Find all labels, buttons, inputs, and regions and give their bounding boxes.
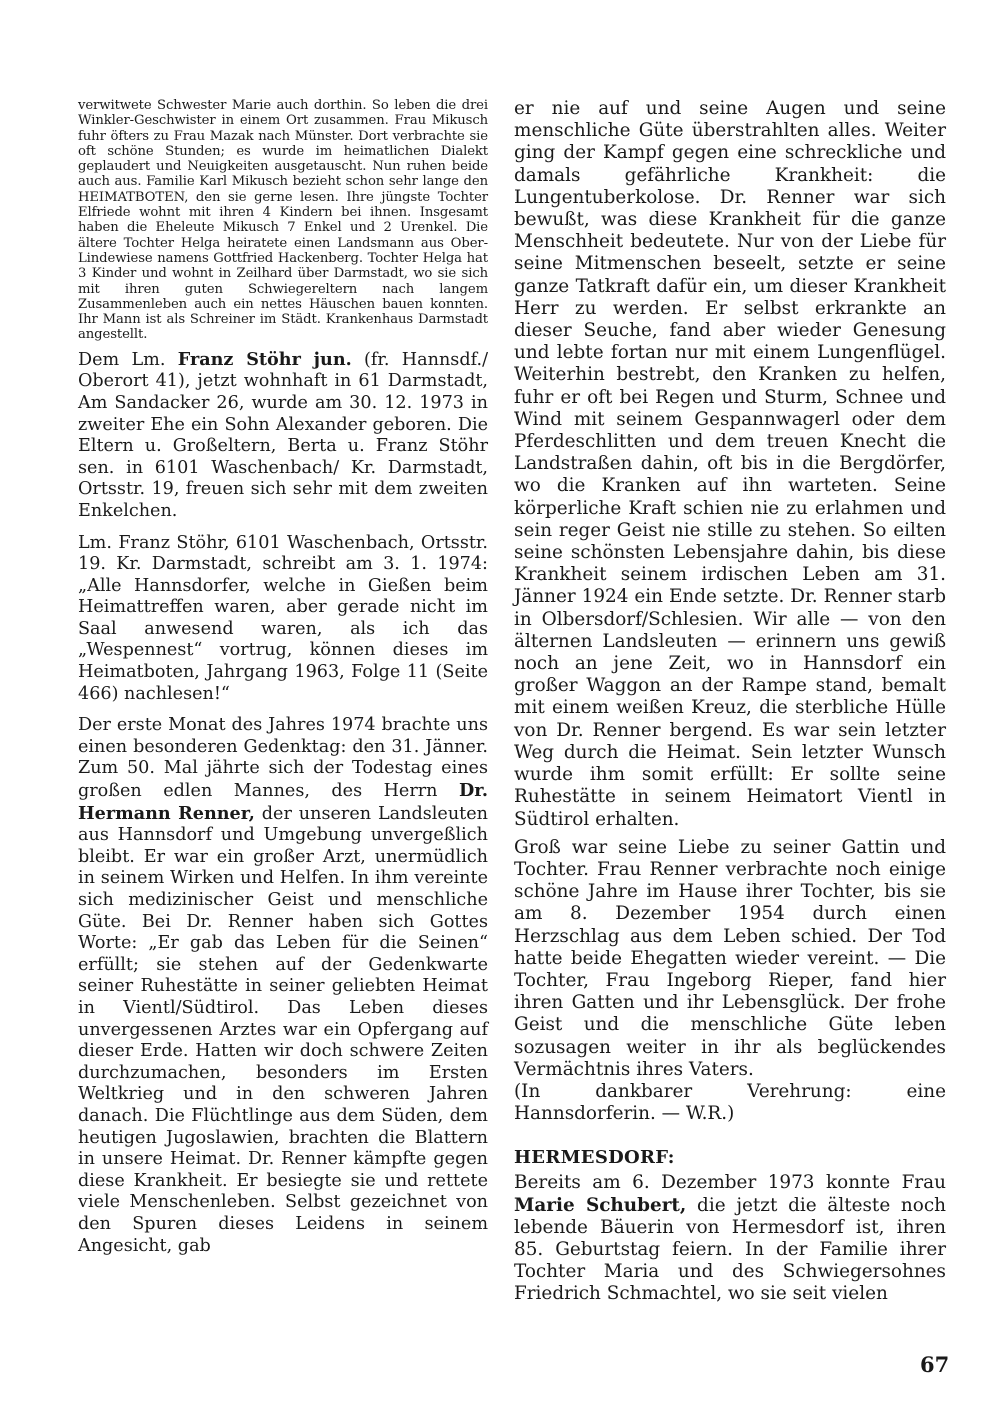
text-span: Bereits am 6. Dezember 1973 konnte Frau — [514, 1172, 946, 1194]
paragraph-schubert-birthday — [514, 1172, 946, 1305]
section-heading-hermesdorf: HERMESDORF: — [514, 1147, 675, 1169]
text-span: (fr. Hannsdf./ Oberort 41), jetzt wohnhaft in 61 Darmstadt, Am Sandacker 26, wurde am 30. 12. 1973 in zweiter Ehe ein Sohn Alexander geboren. Die Eltern u. Großeltern, Berta u. Franz Stöhr sen. in 6101 Waschenbach/ Kr. Darmstadt, Ortsstr. 19, freuen sich sehr mit dem zweiten Enkelchen. — [78, 349, 488, 521]
right-column — [514, 98, 946, 1306]
name-franz-stoehr: Franz Stöhr jun. — [177, 348, 352, 370]
left-column — [78, 98, 488, 1257]
paragraph-stoehr-letter: Lm. Franz Stöhr, 6101 Waschenbach, Ortsstr. 19. Kr. Darmstadt, schreibt am 3. 1. 1974: „Alle Hannsdorfer, welche in Gießen beim Heimattreffen waren, aber gerade nicht im Saal anwesend waren, als ich das „Wespennest“ vortrug, können dieses im Heimatboten, Jahrgang 1963, Folge 11 (Seite 466) nachlesen!“ — [78, 532, 488, 704]
paragraph-renner-continued: er nie auf und seine Augen und seine menschliche Güte überstrahlten alles. Weiter ging der Kampf gegen eine schreckliche und damals gefährliche Krankheit: die Lungentuberkolose. Dr. Renner war sich bewußt, was diese Krankheit für die ganze Menschheit bedeutete. Nur von der Liebe für seine Mitmenschen beseelt, setzte er seine ganze Tatkraft dafür ein, um dieser Krankheit Herr zu werden. Er selbst erkrankte an dieser Seuche, fand aber wieder Genesung und lebte fortan nur mit einem Lungenflügel. Weiterhin bestrebt, den Kranken zu helfen, fuhr er oft bei Regen und Sturm, Schnee und Wind mit seinem Gespannwagerl oder dem Pferdeschlitten und dem treuen Knecht die Landstraßen dahin, oft bis in die Bergdörfer, wo die Kranken auf ihn warteten. Seine körperliche Kraft schien nie zu erlahmen und sein reger Geist nie stille zu stehen. So eilten seine schönsten Lebensjahre dahin, bis diese Krankheit seinem irdischen Leben am 31. Jänner 1924 ein Ende setzte. Dr. Renner starb in Olbersdorf/Schlesien. Wir alle — von den älternen Landsleuten — erinnern uns gewiß noch an jene Zeit, wo in Hannsdorf ein großer Waggon an der Rampe stand, bemalt mit einem weißen Kreuz, die sterbliche Hülle von Dr. Renner bergend. Es war sein letzter Weg durch die Heimat. Sein letzter Wunsch wurde ihm somit erfüllt: Er sollte seine Ruhestätte in seinem Heimatort Vientl in Südtirol erhalten. — [514, 98, 946, 830]
text-span: der unseren Landsleuten aus Hannsdorf und Umgebung unvergeßlich bleibt. Er war ein großer Arzt, unermüdlich in seinem Wirken und Helfen. In ihm vereinte sich medizinischer Geist und menschliche Güte. Bei Dr. Renner haben sich Gottes Worte: „Er gab das Leben für die Seinen“ erfüllt; sie stehen auf der Gedenkwarte seiner Ruhestätte in seiner geliebten Heimat in Vientl/Südtirol. Das Leben dieses unvergessenen Arztes war ein Opfergang auf dieser Erde. Hatten wir doch schwere Zeiten durchzumachen, besonders im Ersten Weltkrieg und in den schweren Jahren danach. Die Flüchtlinge aus dem Süden, dem heutigen Jugoslawien, brachten die Blattern in unsere Heimat. Dr. Renner kämpfte gegen diese Krankheit. Er besiegte sie und rettete viele Menschenleben. Selbst gezeichnet von den Spuren dieses Leidens in seinem Angesicht, gab — [78, 803, 488, 1256]
name-hermann-renner: Dr. Hermann Renner, — [78, 780, 488, 824]
text-span: Dem Lm. — [78, 349, 178, 370]
paragraph-renner-memorial — [78, 715, 488, 1257]
paragraph-signature: (In dankbarer Verehrung: eine Hannsdorferin. — W.R.) — [514, 1080, 946, 1125]
paragraph-mikusch: verwitwete Schwester Marie auch dorthin. So leben die drei Winkler-Geschwister in einem Ort zusammen. Frau Mikusch fuhr öfters zu Frau Mazak nach Münster. Dort verbrachte sie oft schöne Stunden; es wurde im heimatlichen Dialekt geplaudert und Neuigkeiten ausgetauscht. Nun ruhen beide auch aus. Familie Karl Mikusch bezieht schon sehr lange den HEIMATBOTEN, den sie gerne lesen. Ihre jüngste Tochter Elfriede wohnt mit ihren 4 Kindern bei ihnen. Insgesamt haben die Eheleute Mikusch 7 Enkel und 2 Urenkel. Die ältere Tochter Helga heiratete einen Landsmann aus Ober-Lindewiese namens Gottfried Hackenberg. Tochter Helga hat 3 Kinder und wohnt in Zeilhard über Darmstadt, wo sie sich mit ihren guten Schwiegereltern nach langem Zusammenleben auch ein nettes Häuschen bauen konnten. Ihr Mann ist als Schreiner im Städt. Krankenhaus Darmstadt angestellt. — [78, 98, 488, 343]
page-number: 67 — [920, 1352, 950, 1377]
paragraph-renner-family: Groß war seine Liebe zu seiner Gattin und Tochter. Frau Renner verbrachte noch einige schöne Jahre im Hause ihrer Tochter, bis sie am 8. Dezember 1954 durch einen Herzschlag aus dem Leben schied. Der Tod hatte beide Ehegatten wieder vereint. — Die Tochter, Frau Ingeborg Rieper, fand hier ihren Gatten und ihr Lebensglück. Der frohe Geist und die menschliche Güte leben sozusagen weiter in ihr als beglückendes Vermächtnis ihres Vaters. — [514, 836, 946, 1080]
paragraph-stoehr-birth — [78, 349, 488, 523]
text-span: die jetzt die älteste noch lebende Bäuerin von Hermesdorf ist, ihren 85. Geburtstag feiern. In der Familie ihrer Tochter Maria und des Schwiegersohnes Friedrich Schmachtel, wo sie seit vielen — [514, 1194, 946, 1305]
name-marie-schubert: Marie Schubert, — [514, 1194, 687, 1216]
text-span: Der erste Monat des Jahres 1974 brachte uns einen besonderen Gedenktag: den 31. Jänner. Zum 50. Mal jährte sich der Todestag eines großen edlen Mannes, des Herrn — [78, 715, 488, 802]
